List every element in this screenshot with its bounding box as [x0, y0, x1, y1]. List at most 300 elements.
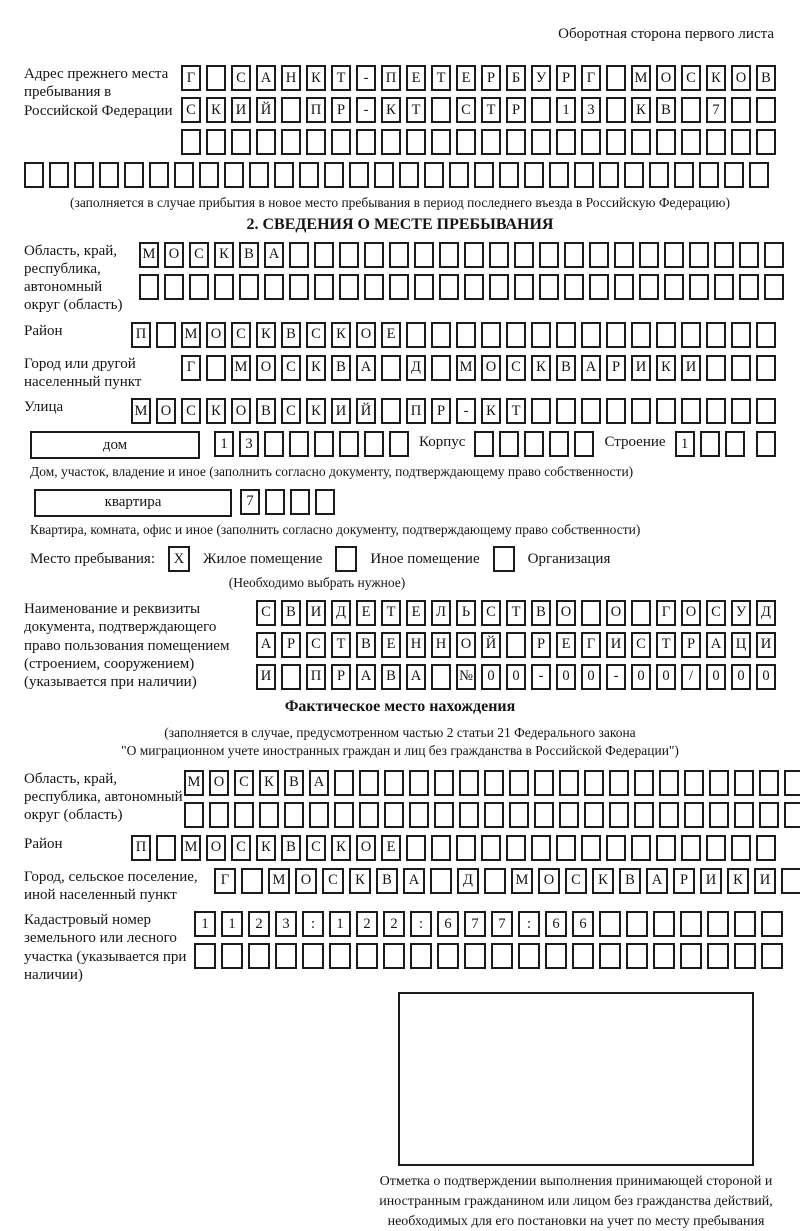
char-cell[interactable] [531, 322, 551, 348]
char-cell[interactable]: 1 [221, 911, 243, 937]
char-cell[interactable]: 0 [656, 664, 676, 690]
char-cell[interactable] [284, 802, 304, 828]
char-cell[interactable] [409, 770, 429, 796]
char-cell[interactable]: К [206, 398, 226, 424]
char-cell[interactable]: Р [606, 355, 626, 381]
char-cell[interactable] [631, 835, 651, 861]
char-cell[interactable]: П [306, 97, 326, 123]
char-cell[interactable]: 7 [240, 489, 260, 515]
char-cell[interactable] [606, 97, 626, 123]
char-cell[interactable] [684, 770, 704, 796]
char-cell[interactable] [706, 355, 726, 381]
char-cell[interactable] [534, 802, 554, 828]
char-cell[interactable]: О [538, 868, 560, 894]
char-cell[interactable] [256, 129, 276, 155]
char-cell[interactable]: Е [381, 632, 401, 658]
char-cell[interactable] [761, 943, 783, 969]
char-cell[interactable]: В [331, 355, 351, 381]
char-cell[interactable]: Д [406, 355, 426, 381]
char-cell[interactable] [431, 664, 451, 690]
char-cell[interactable]: В [281, 835, 301, 861]
char-cell[interactable]: - [356, 97, 376, 123]
char-cell[interactable] [431, 129, 451, 155]
char-cell[interactable]: Р [481, 65, 501, 91]
char-cell[interactable] [734, 943, 756, 969]
char-cell[interactable]: В [239, 242, 259, 268]
char-cell[interactable]: И [606, 632, 626, 658]
char-cell[interactable] [206, 65, 226, 91]
char-cell[interactable]: Р [506, 97, 526, 123]
char-cell[interactable] [384, 802, 404, 828]
char-cell[interactable]: К [706, 65, 726, 91]
char-cell[interactable]: М [511, 868, 533, 894]
char-cell[interactable]: Г [214, 868, 236, 894]
stay-type-checkbox-other[interactable] [335, 546, 357, 572]
char-cell[interactable] [290, 489, 310, 515]
char-cell[interactable] [464, 943, 486, 969]
char-cell[interactable] [599, 943, 621, 969]
char-cell[interactable] [406, 129, 426, 155]
char-cell[interactable]: 3 [239, 431, 259, 457]
char-cell[interactable]: В [556, 355, 576, 381]
char-cell[interactable] [481, 129, 501, 155]
char-cell[interactable] [709, 802, 729, 828]
char-cell[interactable] [731, 322, 751, 348]
char-cell[interactable]: Т [656, 632, 676, 658]
char-cell[interactable] [234, 802, 254, 828]
char-cell[interactable]: С [181, 398, 201, 424]
char-cell[interactable]: О [206, 835, 226, 861]
char-cell[interactable] [410, 943, 432, 969]
char-cell[interactable]: И [700, 868, 722, 894]
char-cell[interactable] [734, 802, 754, 828]
char-cell[interactable] [606, 835, 626, 861]
char-cell[interactable]: Р [331, 664, 351, 690]
char-cell[interactable]: 0 [556, 664, 576, 690]
char-cell[interactable] [484, 770, 504, 796]
char-cell[interactable] [681, 835, 701, 861]
char-cell[interactable]: : [410, 911, 432, 937]
house-field-box[interactable]: дом [30, 431, 200, 459]
char-cell[interactable] [299, 162, 319, 188]
char-cell[interactable] [556, 835, 576, 861]
char-cell[interactable]: М [456, 355, 476, 381]
char-cell[interactable] [274, 162, 294, 188]
apartment-field-box[interactable]: квартира [34, 489, 232, 517]
char-cell[interactable] [524, 431, 544, 457]
char-cell[interactable]: Й [256, 97, 276, 123]
char-cell[interactable]: И [331, 398, 351, 424]
char-cell[interactable] [614, 274, 634, 300]
char-cell[interactable] [281, 129, 301, 155]
char-cell[interactable]: Й [481, 632, 501, 658]
char-cell[interactable] [714, 242, 734, 268]
char-cell[interactable]: Р [431, 398, 451, 424]
char-cell[interactable]: П [131, 322, 151, 348]
char-cell[interactable] [189, 274, 209, 300]
char-cell[interactable] [264, 431, 284, 457]
char-cell[interactable]: Е [456, 65, 476, 91]
stay-type-checkbox-organization[interactable] [493, 546, 515, 572]
char-cell[interactable] [524, 162, 544, 188]
char-cell[interactable]: В [281, 322, 301, 348]
char-cell[interactable] [626, 943, 648, 969]
char-cell[interactable] [631, 322, 651, 348]
char-cell[interactable] [314, 274, 334, 300]
char-cell[interactable] [756, 97, 776, 123]
char-cell[interactable] [756, 129, 776, 155]
char-cell[interactable]: Н [431, 632, 451, 658]
char-cell[interactable] [289, 431, 309, 457]
char-cell[interactable]: С [481, 600, 501, 626]
char-cell[interactable] [549, 431, 569, 457]
char-cell[interactable]: И [681, 355, 701, 381]
char-cell[interactable]: В [756, 65, 776, 91]
char-cell[interactable]: К [592, 868, 614, 894]
char-cell[interactable] [139, 274, 159, 300]
char-cell[interactable] [731, 835, 751, 861]
char-cell[interactable] [681, 129, 701, 155]
char-cell[interactable] [680, 911, 702, 937]
char-cell[interactable]: Е [381, 835, 401, 861]
char-cell[interactable]: Р [331, 97, 351, 123]
char-cell[interactable] [614, 242, 634, 268]
char-cell[interactable]: К [256, 322, 276, 348]
char-cell[interactable] [518, 943, 540, 969]
char-cell[interactable]: К [214, 242, 234, 268]
char-cell[interactable] [674, 162, 694, 188]
char-cell[interactable]: А [356, 664, 376, 690]
char-cell[interactable] [506, 632, 526, 658]
char-cell[interactable]: 2 [383, 911, 405, 937]
char-cell[interactable]: У [731, 600, 751, 626]
char-cell[interactable] [306, 129, 326, 155]
char-cell[interactable] [574, 162, 594, 188]
char-cell[interactable]: К [306, 398, 326, 424]
char-cell[interactable] [599, 911, 621, 937]
char-cell[interactable]: У [531, 65, 551, 91]
stay-type-checkbox-residential[interactable]: X [168, 546, 190, 572]
char-cell[interactable]: 0 [731, 664, 751, 690]
char-cell[interactable] [656, 398, 676, 424]
char-cell[interactable]: Н [281, 65, 301, 91]
char-cell[interactable] [706, 322, 726, 348]
char-cell[interactable]: Е [356, 600, 376, 626]
char-cell[interactable] [414, 242, 434, 268]
char-cell[interactable] [459, 770, 479, 796]
char-cell[interactable] [764, 274, 784, 300]
char-cell[interactable]: Ь [456, 600, 476, 626]
char-cell[interactable] [329, 943, 351, 969]
char-cell[interactable]: Б [506, 65, 526, 91]
char-cell[interactable] [609, 802, 629, 828]
char-cell[interactable]: 1 [329, 911, 351, 937]
char-cell[interactable]: С [631, 632, 651, 658]
char-cell[interactable] [359, 770, 379, 796]
char-cell[interactable]: В [284, 770, 304, 796]
char-cell[interactable] [221, 943, 243, 969]
char-cell[interactable] [756, 835, 776, 861]
char-cell[interactable] [265, 489, 285, 515]
char-cell[interactable]: Т [506, 600, 526, 626]
char-cell[interactable]: 7 [464, 911, 486, 937]
char-cell[interactable]: С [231, 322, 251, 348]
char-cell[interactable]: Т [481, 97, 501, 123]
char-cell[interactable] [459, 802, 479, 828]
char-cell[interactable] [624, 162, 644, 188]
char-cell[interactable] [606, 398, 626, 424]
char-cell[interactable]: / [681, 664, 701, 690]
char-cell[interactable]: В [656, 97, 676, 123]
char-cell[interactable]: С [322, 868, 344, 894]
char-cell[interactable] [289, 242, 309, 268]
char-cell[interactable] [680, 943, 702, 969]
char-cell[interactable] [581, 398, 601, 424]
char-cell[interactable]: М [184, 770, 204, 796]
char-cell[interactable]: С [189, 242, 209, 268]
char-cell[interactable] [653, 911, 675, 937]
char-cell[interactable]: О [356, 835, 376, 861]
char-cell[interactable] [406, 322, 426, 348]
char-cell[interactable] [664, 274, 684, 300]
char-cell[interactable]: А [706, 632, 726, 658]
char-cell[interactable]: И [306, 600, 326, 626]
char-cell[interactable] [699, 162, 719, 188]
char-cell[interactable] [707, 911, 729, 937]
char-cell[interactable] [49, 162, 69, 188]
char-cell[interactable] [364, 242, 384, 268]
char-cell[interactable]: Е [406, 65, 426, 91]
char-cell[interactable] [539, 274, 559, 300]
char-cell[interactable]: П [131, 835, 151, 861]
char-cell[interactable]: Е [406, 600, 426, 626]
char-cell[interactable]: Д [756, 600, 776, 626]
char-cell[interactable] [275, 943, 297, 969]
char-cell[interactable] [156, 835, 176, 861]
char-cell[interactable] [474, 162, 494, 188]
char-cell[interactable] [364, 274, 384, 300]
char-cell[interactable] [464, 274, 484, 300]
char-cell[interactable] [264, 274, 284, 300]
char-cell[interactable]: 0 [706, 664, 726, 690]
char-cell[interactable]: : [302, 911, 324, 937]
char-cell[interactable] [281, 664, 301, 690]
char-cell[interactable] [756, 355, 776, 381]
char-cell[interactable]: И [231, 97, 251, 123]
char-cell[interactable] [431, 97, 451, 123]
char-cell[interactable] [731, 97, 751, 123]
char-cell[interactable] [249, 162, 269, 188]
char-cell[interactable]: Д [457, 868, 479, 894]
char-cell[interactable]: Л [431, 600, 451, 626]
char-cell[interactable]: Т [381, 600, 401, 626]
char-cell[interactable] [631, 600, 651, 626]
char-cell[interactable] [509, 802, 529, 828]
char-cell[interactable] [199, 162, 219, 188]
char-cell[interactable] [664, 242, 684, 268]
char-cell[interactable]: П [306, 664, 326, 690]
char-cell[interactable]: Р [531, 632, 551, 658]
char-cell[interactable]: А [309, 770, 329, 796]
char-cell[interactable] [659, 770, 679, 796]
char-cell[interactable] [409, 802, 429, 828]
char-cell[interactable] [456, 835, 476, 861]
char-cell[interactable]: К [656, 355, 676, 381]
char-cell[interactable] [572, 943, 594, 969]
char-cell[interactable]: 2 [356, 911, 378, 937]
char-cell[interactable] [659, 802, 679, 828]
char-cell[interactable]: А [406, 664, 426, 690]
char-cell[interactable] [756, 431, 776, 457]
char-cell[interactable] [581, 322, 601, 348]
char-cell[interactable]: 3 [275, 911, 297, 937]
char-cell[interactable] [374, 162, 394, 188]
char-cell[interactable] [334, 770, 354, 796]
char-cell[interactable] [631, 129, 651, 155]
char-cell[interactable] [389, 242, 409, 268]
char-cell[interactable]: К [727, 868, 749, 894]
char-cell[interactable]: А [403, 868, 425, 894]
char-cell[interactable]: К [381, 97, 401, 123]
char-cell[interactable]: 7 [491, 911, 513, 937]
char-cell[interactable]: 7 [706, 97, 726, 123]
char-cell[interactable]: Г [181, 65, 201, 91]
char-cell[interactable] [514, 274, 534, 300]
char-cell[interactable] [194, 943, 216, 969]
char-cell[interactable] [514, 242, 534, 268]
char-cell[interactable]: С [681, 65, 701, 91]
char-cell[interactable] [389, 274, 409, 300]
char-cell[interactable] [315, 489, 335, 515]
char-cell[interactable] [324, 162, 344, 188]
char-cell[interactable]: О [456, 632, 476, 658]
char-cell[interactable] [389, 431, 409, 457]
char-cell[interactable] [506, 129, 526, 155]
char-cell[interactable]: К [306, 65, 326, 91]
char-cell[interactable] [149, 162, 169, 188]
char-cell[interactable]: А [646, 868, 668, 894]
char-cell[interactable]: И [756, 632, 776, 658]
char-cell[interactable] [489, 274, 509, 300]
char-cell[interactable] [539, 242, 559, 268]
char-cell[interactable] [99, 162, 119, 188]
char-cell[interactable] [784, 770, 800, 796]
char-cell[interactable] [734, 770, 754, 796]
char-cell[interactable] [339, 242, 359, 268]
char-cell[interactable]: С [506, 355, 526, 381]
char-cell[interactable]: 6 [437, 911, 459, 937]
char-cell[interactable] [437, 943, 459, 969]
char-cell[interactable]: 0 [481, 664, 501, 690]
char-cell[interactable] [214, 274, 234, 300]
char-cell[interactable]: Т [506, 398, 526, 424]
char-cell[interactable]: В [619, 868, 641, 894]
char-cell[interactable] [606, 129, 626, 155]
char-cell[interactable]: В [256, 398, 276, 424]
char-cell[interactable] [531, 835, 551, 861]
char-cell[interactable] [589, 242, 609, 268]
char-cell[interactable] [248, 943, 270, 969]
char-cell[interactable] [381, 355, 401, 381]
char-cell[interactable] [489, 242, 509, 268]
char-cell[interactable]: Г [181, 355, 201, 381]
char-cell[interactable] [609, 770, 629, 796]
char-cell[interactable] [456, 129, 476, 155]
char-cell[interactable] [384, 770, 404, 796]
char-cell[interactable] [439, 274, 459, 300]
char-cell[interactable]: О [731, 65, 751, 91]
char-cell[interactable]: Т [331, 65, 351, 91]
char-cell[interactable]: О [481, 355, 501, 381]
char-cell[interactable]: А [264, 242, 284, 268]
char-cell[interactable] [634, 802, 654, 828]
char-cell[interactable]: С [565, 868, 587, 894]
char-cell[interactable] [124, 162, 144, 188]
char-cell[interactable]: А [581, 355, 601, 381]
char-cell[interactable]: Р [681, 632, 701, 658]
char-cell[interactable] [74, 162, 94, 188]
char-cell[interactable] [599, 162, 619, 188]
char-cell[interactable] [756, 398, 776, 424]
char-cell[interactable] [631, 398, 651, 424]
char-cell[interactable]: Г [581, 65, 601, 91]
char-cell[interactable] [484, 802, 504, 828]
char-cell[interactable] [381, 398, 401, 424]
char-cell[interactable]: 1 [675, 431, 695, 457]
char-cell[interactable]: Т [331, 632, 351, 658]
char-cell[interactable] [706, 129, 726, 155]
char-cell[interactable] [734, 911, 756, 937]
char-cell[interactable] [464, 242, 484, 268]
char-cell[interactable]: К [259, 770, 279, 796]
char-cell[interactable] [731, 129, 751, 155]
char-cell[interactable]: А [356, 355, 376, 381]
char-cell[interactable] [499, 162, 519, 188]
char-cell[interactable] [725, 431, 745, 457]
char-cell[interactable] [556, 129, 576, 155]
char-cell[interactable]: М [268, 868, 290, 894]
char-cell[interactable]: В [381, 664, 401, 690]
char-cell[interactable] [481, 835, 501, 861]
char-cell[interactable]: К [531, 355, 551, 381]
char-cell[interactable]: М [139, 242, 159, 268]
char-cell[interactable] [449, 162, 469, 188]
char-cell[interactable]: С [231, 65, 251, 91]
char-cell[interactable]: Д [331, 600, 351, 626]
char-cell[interactable] [364, 431, 384, 457]
char-cell[interactable]: 3 [581, 97, 601, 123]
char-cell[interactable] [506, 835, 526, 861]
char-cell[interactable]: С [231, 835, 251, 861]
char-cell[interactable]: Й [356, 398, 376, 424]
char-cell[interactable] [756, 322, 776, 348]
char-cell[interactable] [706, 398, 726, 424]
char-cell[interactable]: О [209, 770, 229, 796]
char-cell[interactable] [556, 322, 576, 348]
char-cell[interactable] [309, 802, 329, 828]
char-cell[interactable] [531, 97, 551, 123]
char-cell[interactable] [430, 868, 452, 894]
char-cell[interactable] [474, 431, 494, 457]
char-cell[interactable]: К [349, 868, 371, 894]
char-cell[interactable]: - [606, 664, 626, 690]
char-cell[interactable]: Е [381, 322, 401, 348]
char-cell[interactable]: С [306, 322, 326, 348]
char-cell[interactable]: 6 [572, 911, 594, 937]
char-cell[interactable] [456, 322, 476, 348]
char-cell[interactable] [731, 398, 751, 424]
char-cell[interactable]: О [164, 242, 184, 268]
